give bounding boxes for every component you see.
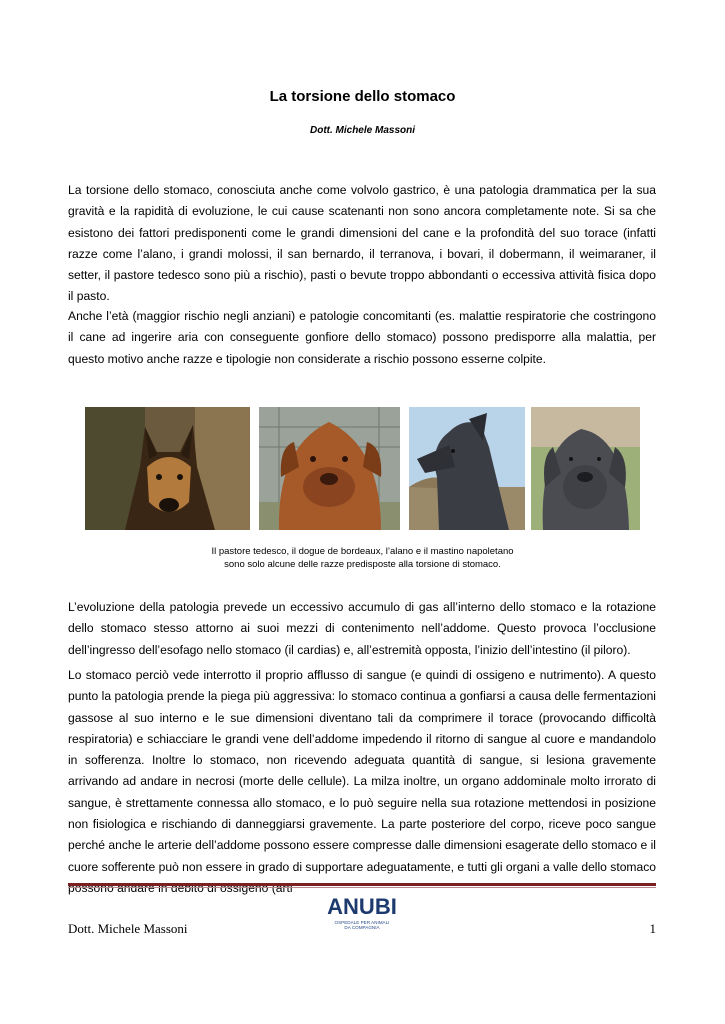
footer-author: Dott. Michele Massoni [68, 921, 188, 936]
page-number: 1 [649, 921, 656, 936]
footer-divider-thin [68, 887, 656, 888]
logo-tagline: OSPEDALE PER ANIMALI [334, 920, 390, 925]
page-title: La torsione dello stomaco [269, 88, 456, 105]
body-paragraph: Lo stomaco perciò vede interrotto il proprio afflusso di sangue (e quindi di ossigeno e nutrimento). A questo punto la patologia prende la piega più aggressiva: lo stomaco continua a gonfiarsi a causa delle fermentazioni gassose al suo interno e le sue dimensioni diventano tali da comprimere il torace (provocando difficoltà respiratoria) e schiacciare le grandi vene dell’addome impedendo il ritorno di sangue al cuore e mandandolo in sofferenza. Inoltre lo stomaco, non ricevendo adeguata quantità di sangue, si lesiona gravemente arrivando ad andare in necrosi (morte delle cellule). La milza inoltre, un organo addominale molto irrorato di sangue, è strettamente connessa allo stomaco, e lo può seguire nella sua rotazione mettendosi in posizione non fisiologica e rischiando di danneggiarsi gravemente. La parte posteriore del corpo, riceve poco sangue perché anche le arterie dell’addome possono essere compresse dalle dimensioni esagerate dello stomaco e il cuore sofferente può non essere in grado di supportare adeguatamente, e tutti gli organi a valle dello stomaco [68, 668, 656, 874]
footer-divider [68, 883, 656, 886]
photo-neapolitan-mastiff [531, 407, 640, 530]
body-paragraph: Anche l’età (maggior rischio negli anziani) e patologie concomitanti (es. malattie respiratorie che costringono il cane ad ingerire aria con conseguente gonfiore dello stomaco) possono predisporre alla malattia, per questo motivo anche razze e tipologie non considerate a rischio possono esserne colpite. [68, 309, 656, 366]
photo-great-dane [409, 407, 525, 530]
figure-caption: Il pastore tedesco, il dogue de bordeaux, l’alano e il mastino napoletano [211, 546, 514, 557]
figure-caption: sono solo alcune delle razze predisposte alla torsione di stomaco. [224, 559, 501, 570]
author-line: Dott. Michele Massoni [309, 125, 415, 136]
body-paragraph: L’evoluzione della patologia prevede un eccessivo accumulo di gas all’interno dello stomaco e la rotazione dello stomaco stesso attorno ai suoi mezzi di contenimento nell’addome. Questo provoca l’occlusione dell’ingresso dell’esofago nello stomaco (il cardias) e, all’estremità opposta, l’inizio dell’intestino (il piloro). [68, 600, 656, 657]
logo-wordmark: ANUBI [327, 894, 397, 919]
body-paragraph: La torsione dello stomaco, conosciuta anche come volvolo gastrico, è una patologia drammatica per la sua gravità e la rapidità di evoluzione, le cui cause scatenanti non sono ancora completamente note. Si sa che esistono dei fattori predisponenti come le grandi dimensioni del cane e la profondità del suo torace (infatti razze come l’alano, i grandi molossi, il san bernardo, il terranova, i bovari, il dobermann, il weimaraner, il setter, il pastore tedesco sono più a rischio), pasti o bevute troppo abbondanti o eccessiva attività fisica dopo il pasto. [68, 183, 656, 304]
photo-dogue-de-bordeaux [259, 407, 400, 530]
logo-tagline: DA COMPAGNIA [344, 925, 380, 930]
anubi-logo [322, 895, 402, 939]
photo-german-shepherd [85, 407, 250, 530]
